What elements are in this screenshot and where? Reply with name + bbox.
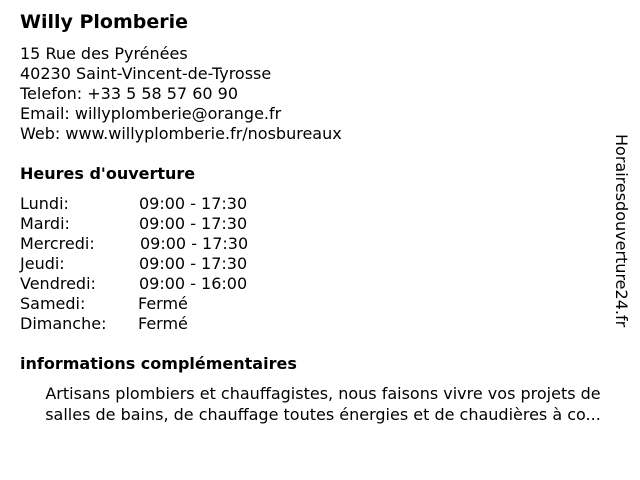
info-line: Artisans plombiers et chauffagistes, nous faisons vivre vos projets de <box>45 384 601 403</box>
business-name: Willy Plomberie <box>20 11 189 33</box>
hours-row-sunday <box>20 314 350 334</box>
day-label: Dimanche: <box>20 314 107 333</box>
opening-hours-list <box>20 194 350 334</box>
day-label: Jeudi: <box>20 254 65 273</box>
additional-info-heading: informations complémentaires <box>20 354 297 373</box>
day-label: Mercredi: <box>20 234 95 253</box>
day-label: Vendredi: <box>20 274 96 293</box>
time-value: 09:00 - 17:30 <box>139 254 248 273</box>
opening-hours-heading: Heures d'ouverture <box>20 164 196 183</box>
site-watermark: Horairesdouverture24.fr <box>612 134 631 328</box>
hours-row-thursday <box>20 254 350 274</box>
hours-row-friday <box>20 274 350 294</box>
time-value: 09:00 - 17:30 <box>139 194 248 213</box>
day-label: Mardi: <box>20 214 70 233</box>
info-line: salles de bains, de chauffage toutes énergies et de chaudières à co... <box>45 405 601 424</box>
time-value: Fermé <box>138 314 188 333</box>
hours-row-tuesday <box>20 214 350 234</box>
day-label: Lundi: <box>20 194 69 213</box>
contact-block <box>20 44 342 144</box>
address-line-street: 15 Rue des Pyrénées <box>20 44 188 63</box>
day-label: Samedi: <box>20 294 86 313</box>
phone-line: Telefon: +33 5 58 57 60 90 <box>20 84 239 103</box>
hours-row-monday <box>20 194 350 214</box>
additional-info-text <box>20 383 626 425</box>
time-value: 09:00 - 17:30 <box>140 234 249 253</box>
time-value: Fermé <box>138 294 188 313</box>
address-line-city: 40230 Saint-Vincent-de-Tyrosse <box>20 64 272 83</box>
hours-row-wednesday <box>20 234 350 254</box>
web-line: Web: www.willyplomberie.fr/nosbureaux <box>20 124 342 143</box>
email-line: Email: willyplomberie@orange.fr <box>20 104 282 123</box>
time-value: 09:00 - 17:30 <box>139 214 248 233</box>
time-value: 09:00 - 16:00 <box>139 274 248 293</box>
hours-row-saturday <box>20 294 350 314</box>
